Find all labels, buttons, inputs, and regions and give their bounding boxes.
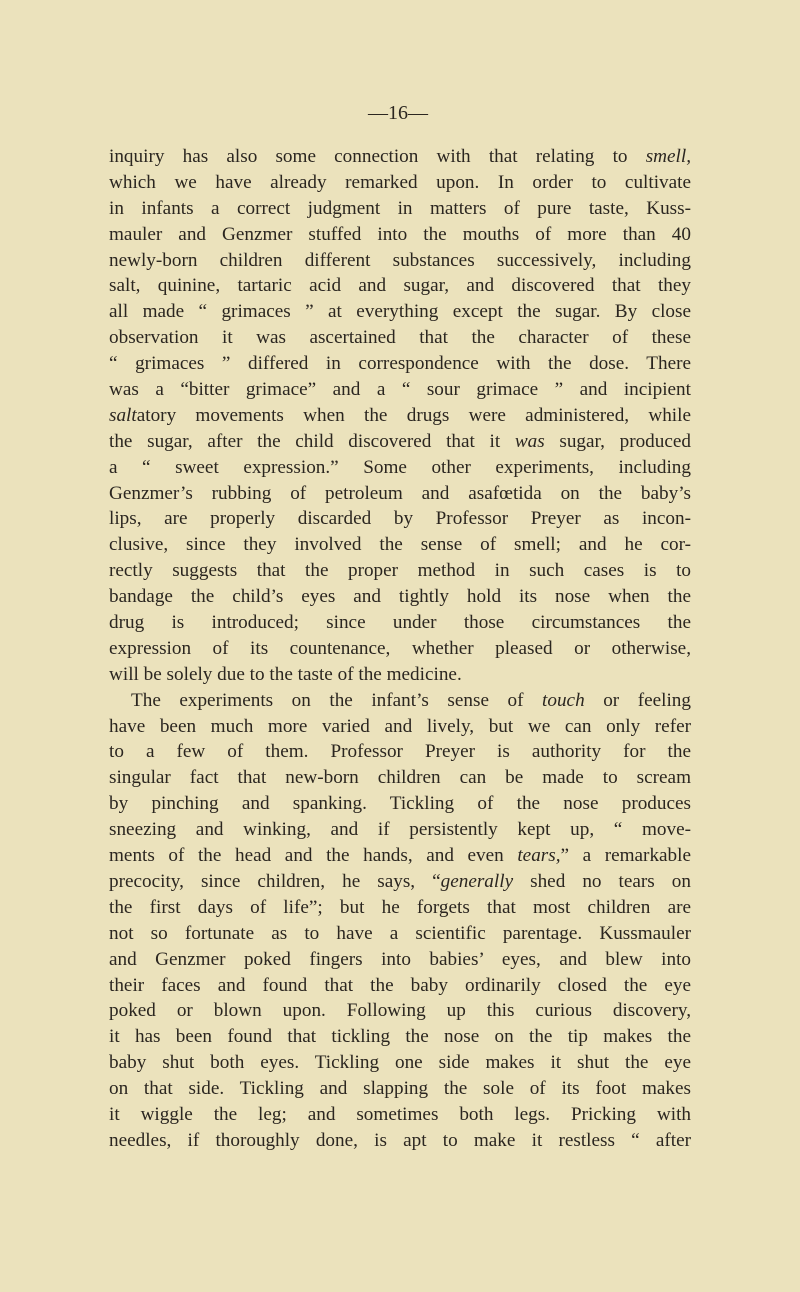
text-segment: a “ sweet expression.” Some other experiments, including [109, 456, 691, 478]
text-segment: the sugar, after the child discovered that it [109, 430, 515, 452]
text-line [109, 351, 691, 377]
text-line [109, 299, 691, 325]
text-segment: atory movements when the drugs were administered, while [136, 404, 691, 426]
text-line [109, 377, 691, 403]
italic-text: tears, [517, 845, 561, 867]
text-line [109, 843, 691, 869]
text-segment: baby shut both eyes. Tickling one side makes it shut the eye [109, 1052, 691, 1074]
text-segment: Genzmer’s rubbing of petroleum and asafœtida on the baby’s [109, 482, 691, 504]
text-segment: newly-born children different substances successively, including [109, 249, 691, 271]
text-segment: it wiggle the leg; and sometimes both legs. Pricking with [109, 1103, 691, 1125]
text-line [109, 636, 691, 662]
text-line [109, 455, 691, 481]
text-segment: in infants a correct judgment in matters of pure taste, Kuss- [109, 197, 691, 219]
text-segment: observation it was ascertained that the character of these [109, 327, 691, 349]
text-line [109, 222, 691, 248]
text-segment: precocity, since children, he says, “ [109, 870, 441, 892]
text-line [109, 662, 691, 688]
text-line [109, 610, 691, 636]
text-line [109, 1076, 691, 1102]
text-line [109, 973, 691, 999]
text-segment: sneezing and winking, and if persistently kept up, “ move- [109, 819, 691, 841]
text-segment: singular fact that new-born children can be made to scream [109, 767, 691, 789]
text-line [109, 791, 691, 817]
text-line [109, 895, 691, 921]
text-segment: ” a remarkable [560, 845, 691, 867]
text-line [109, 170, 691, 196]
italic-text: smell, [645, 146, 691, 167]
text-segment: bandage the child’s eyes and tightly hold its nose when the [109, 586, 691, 608]
text-segment: “ grimaces ” differed in correspondence with the dose. There [109, 353, 691, 375]
text-segment: needles, if thoroughly done, is apt to make it restless “ after [109, 1129, 691, 1151]
text-segment: The experiments on the infant’s sense of [131, 689, 543, 711]
text-line [109, 1024, 691, 1050]
text-segment: the first days of life”; but he forgets that most children are [109, 896, 691, 918]
text-line [109, 869, 691, 895]
text-segment: inquiry has also some connection with that relating to [109, 146, 646, 167]
text-segment: or feeling [584, 689, 691, 711]
text-segment: expression of its countenance, whether pleased or otherwise, [109, 637, 691, 659]
text-line [109, 584, 691, 610]
text-line [109, 817, 691, 843]
text-segment: rectly suggests that the proper method in such cases is to [109, 560, 691, 582]
text-line [109, 429, 691, 455]
text-line [109, 998, 691, 1024]
text-segment: to a few of them. Professor Preyer is authority for the [109, 741, 691, 763]
text-segment: and Genzmer poked fingers into babies’ eyes, and blew into [109, 948, 691, 970]
text-segment: shed no tears on [513, 870, 691, 892]
text-line [109, 325, 691, 351]
text-segment: ments of the head and the hands, and even [109, 845, 518, 867]
page-number: —16— [368, 102, 428, 124]
text-line [109, 765, 691, 791]
text-line [109, 506, 691, 532]
text-line [109, 921, 691, 947]
text-line [109, 1102, 691, 1128]
text-segment: not so fortunate as to have a scientific parentage. Kussmauler [109, 922, 691, 944]
text-segment: by pinching and spanking. Tickling of the nose produces [109, 793, 691, 815]
text-segment: was a “bitter grimace” and a “ sour grimace ” and incipient [109, 379, 691, 401]
text-segment: which we have already remarked upon. In order to cultivate [109, 171, 691, 193]
text-line [109, 714, 691, 740]
text-segment: poked or blown upon. Following up this curious discovery, [109, 1000, 691, 1022]
text-segment: all made “ grimaces ” at everything except the sugar. By close [109, 301, 691, 323]
italic-text: salt [109, 404, 137, 426]
text-line [109, 532, 691, 558]
text-segment: will be solely due to the taste of the medicine. [109, 663, 462, 685]
text-line [109, 1050, 691, 1076]
text-line [109, 248, 691, 274]
italic-text: touch [542, 689, 585, 711]
text-segment: on that side. Tickling and slapping the sole of its foot makes [109, 1078, 691, 1100]
text-line [109, 1128, 691, 1154]
text-segment: their faces and found that the baby ordinarily closed the eye [109, 974, 691, 996]
text-line [109, 144, 691, 170]
text-line [109, 403, 691, 429]
text-line [109, 196, 691, 222]
text-segment: drug is introduced; since under those circumstances the [109, 612, 691, 634]
text-line [109, 273, 691, 299]
text-segment: have been much more varied and lively, but we can only refer [109, 715, 691, 737]
text-segment: lips, are properly discarded by Professor Preyer as incon- [109, 508, 691, 530]
text-line [109, 558, 691, 584]
text-line [109, 688, 691, 714]
body-text [109, 144, 691, 1154]
text-segment: salt, quinine, tartaric acid and sugar, and discovered that they [109, 275, 691, 297]
text-segment: mauler and Genzmer stuffed into the mouths of more than 40 [109, 223, 691, 245]
italic-text: generally [440, 870, 514, 892]
text-segment: it has been found that tickling the nose on the tip makes the [109, 1026, 691, 1048]
text-segment: clusive, since they involved the sense of smell; and he cor- [109, 534, 691, 556]
text-line [109, 739, 691, 765]
text-line [109, 947, 691, 973]
italic-text: was [514, 430, 545, 452]
text-line [109, 481, 691, 507]
text-segment: sugar, produced [544, 430, 691, 452]
